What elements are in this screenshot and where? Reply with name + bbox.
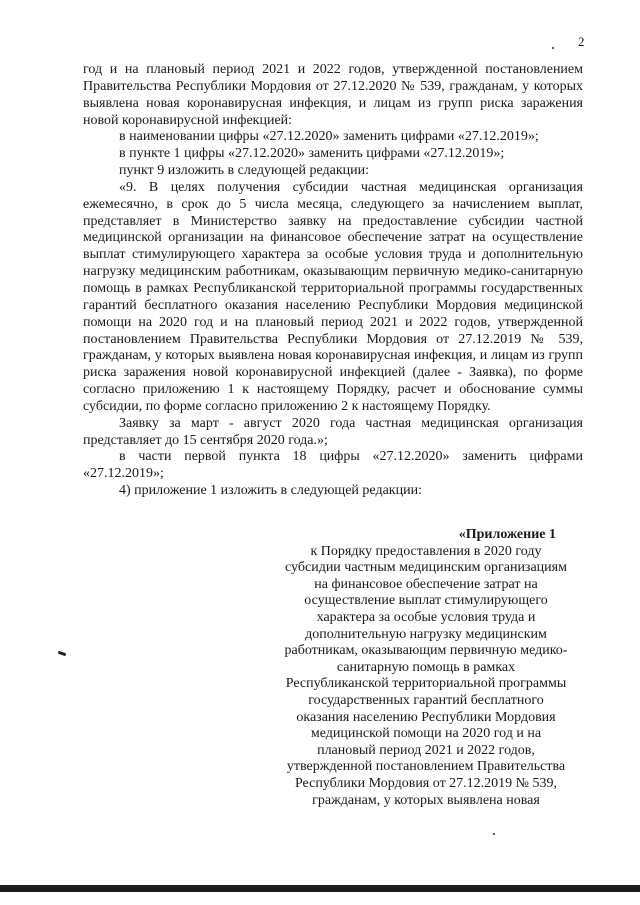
paragraph-point-9-intro: пункт 9 изложить в следующей редакции: [119,163,369,179]
appendix-line: характера за особые условия труда и [316,609,536,625]
appendix-line: к Порядку предоставления в 2020 году [310,543,542,559]
scan-speck-top [552,47,554,49]
appendix-line: санитарную помощь в рамках [336,659,516,675]
appendix-line: плановый период 2021 и 2022 годов, [317,742,535,758]
appendix-1-heading: «Приложение 1 [458,527,556,542]
appendix-line: Республиканской территориальной программы [285,676,567,692]
appendix-line: государственных гарантий бесплатного [308,692,544,708]
appendix-line: гражданам, у которых выявлена новая [312,792,540,808]
appendix-line: на финансовое обеспечение затрат на [314,576,538,592]
paragraph-intro-continuation: год и на плановый период 2021 и 2022 годов, утвержденной постановлением Правительства Республики Мордовия от 27.12.2020 № 539, гражданам, у которых выявлена новая коронавирусная инфекция, и лицам из групп риска заражения новой коронавирусной инфекцией: [83,62,583,128]
paragraph-amend-point-18: в части первой пункта 18 цифры «27.12.2020» заменить цифрами «27.12.2019»; [83,449,583,482]
appendix-line: работникам, оказывающим первичную медико- [284,643,568,659]
appendix-line: медицинской помощи на 2020 год и на [310,726,542,742]
scan-bottom-edge [0,885,640,892]
scan-speck-margin [58,651,67,657]
page-number: 2 [578,34,585,49]
appendix-line: осуществление выплат стимулирующего [304,593,548,609]
appendix-line: дополнительную нагрузку медицинским [305,626,547,642]
paragraph-amend-title: в наименовании цифры «27.12.2020» заменить цифрами «27.12.2019»; [119,129,539,145]
appendix-line: утвержденной постановлением Правительства [286,759,566,775]
paragraph-point-9-text: «9. В целях получения субсидии частная медицинская организация ежемесячно, в срок до 5 числа месяца, следующего за начислением выплат, представляет в Министерство заявку на предоставление субсидии частной медицинской организации на финансовое обеспечение затрат на осуществление выплат стимулирующего характера за особые условия труда и дополнительную нагрузку медицинским работникам, оказывающим первичную медико-санитарную помощь в рамках Республиканской территориальной программы государственных гарантий бесплатного оказания населению Республики Мордовия медицинской помощи на 2020 год и на плановый период 2021 и 2022 годов, утвержденной постановлением Правительства Республики Мордовия от 27.12.2019 № 539, гражданам, у которых выявлена новая коронавирусная инфекция, и лицам из групп риска заражения новой коронавирусной инфекцией (далее - Заявка), по форме согласно приложению 1 к настоящему Порядку, расчет и обоснование суммы субсидии, по форме согласно приложению 2 к настоящему Порядку. [83,179,583,414]
appendix-line: оказания населению Республики Мордовия [296,709,556,725]
body-text [83,62,583,500]
scan-speck-bottom [493,833,495,835]
appendix-1-header-block [276,527,576,809]
appendix-line: субсидии частным медицинским организациям [285,560,567,576]
paragraph-application-deadline: Заявку за март - август 2020 года частная медицинская организация представляет до 15 сентября 2020 года.»; [83,415,583,448]
paragraph-amend-point-1: в пункте 1 цифры «27.12.2020» заменить цифрами «27.12.2019»; [119,146,505,162]
appendix-line: Республики Мордовия от 27.12.2019 № 539, [294,775,558,791]
paragraph-appendix-1-intro: 4) приложение 1 изложить в следующей редакции: [119,483,422,499]
